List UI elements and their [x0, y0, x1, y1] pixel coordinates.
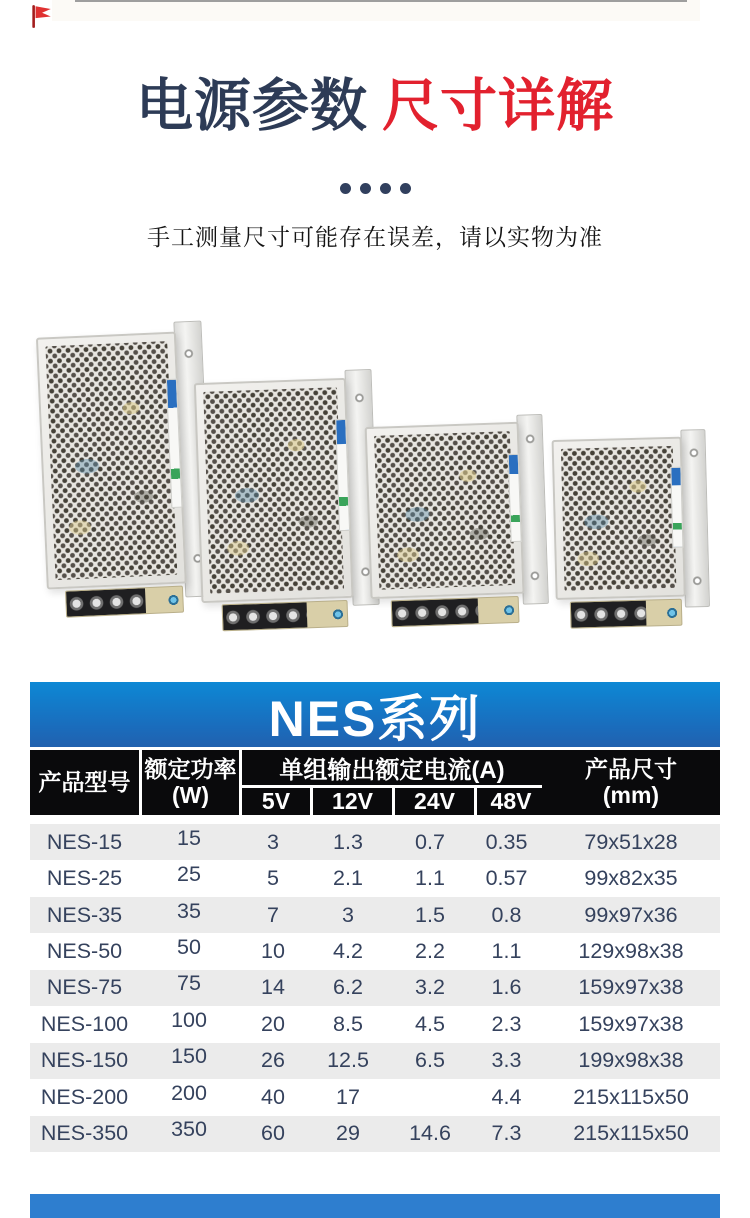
cell-size: 129x98x38 [578, 939, 684, 964]
cell-model: NES-15 [46, 829, 123, 854]
cell-model: NES-150 [40, 1048, 129, 1073]
cell-size: 215x115x50 [573, 1121, 689, 1146]
title-power-params: 电源参数 [136, 74, 368, 138]
dot [340, 183, 351, 194]
cell-a12: 6.2 [333, 975, 363, 1000]
header-12v: 12V [310, 788, 392, 815]
cell-a48: 1.1 [491, 939, 522, 964]
table-row-NES-75 [30, 970, 720, 1006]
cell-power: 100 [171, 1007, 207, 1032]
header-size-unit: (mm) [602, 781, 660, 808]
vent-grill [203, 387, 344, 594]
measurement-disclaimer: 手工测量尺寸可能存在误差，请以实物为准 [147, 224, 603, 250]
header-current-group [239, 750, 542, 815]
next-section-edge [30, 1194, 720, 1218]
product-photos [30, 300, 720, 648]
cell-a24: 1.5 [415, 902, 445, 927]
pcb-component [168, 593, 179, 607]
table-row-NES-35 [30, 897, 720, 933]
cell-a5: 14 [261, 975, 285, 1000]
table-row-NES-15 [30, 824, 720, 860]
cell-a12: 29 [336, 1121, 360, 1146]
bracket-hole [689, 448, 698, 457]
cell-a24: 0.7 [415, 829, 445, 854]
terminal-block [222, 600, 349, 631]
table-row-NES-25 [30, 860, 720, 896]
header-5v: 5V [242, 788, 310, 815]
cell-power: 35 [177, 898, 201, 923]
cell-size: 99x82x35 [584, 866, 678, 891]
cell-a5: 7 [267, 902, 279, 927]
cell-power: 15 [177, 825, 201, 850]
title-size-detail: 尺寸详解 [382, 74, 614, 138]
cell-a12: 12.5 [327, 1048, 369, 1073]
page-title [0, 74, 750, 140]
cell-a12: 3 [342, 902, 354, 927]
header-24v: 24V [392, 788, 474, 815]
cell-model: NES-50 [46, 939, 123, 964]
header-rated-power [139, 750, 239, 815]
table-row-NES-50 [30, 933, 720, 969]
header-size [542, 750, 720, 815]
dot [400, 183, 411, 194]
vent-grill [374, 431, 515, 590]
cell-model: NES-200 [40, 1084, 129, 1109]
spec-table-header [30, 750, 720, 815]
cell-size: 199x98x38 [578, 1048, 684, 1073]
side-label [508, 454, 522, 542]
cell-a48: 1.6 [491, 975, 522, 1000]
side-label [670, 467, 683, 548]
cell-a48: 3.3 [491, 1048, 522, 1073]
psu-photo-largest [36, 327, 214, 624]
psu-case [365, 422, 525, 599]
cell-size: 159x97x38 [578, 975, 684, 1000]
cell-a5: 3 [267, 829, 279, 854]
cell-a5: 26 [261, 1048, 285, 1073]
header-current-group-label: 单组输出额定电流(A) [242, 750, 542, 785]
table-row-NES-100 [30, 1006, 720, 1042]
terminal-screws [392, 598, 478, 626]
previous-section-edge [52, 0, 700, 21]
cell-a24: 4.5 [415, 1011, 445, 1036]
cell-a48: 7.3 [491, 1121, 522, 1146]
dot [380, 183, 391, 194]
terminal-block [65, 586, 184, 618]
cell-a12: 8.5 [333, 1011, 363, 1036]
cell-a5: 20 [261, 1011, 285, 1036]
bracket-hole [360, 567, 369, 576]
terminal-block [570, 599, 683, 629]
cell-a48: 2.3 [491, 1011, 522, 1036]
cell-a5: 60 [261, 1121, 285, 1146]
pcb-component [333, 607, 343, 621]
table-row-NES-150 [30, 1043, 720, 1079]
cell-a24: 1.1 [415, 866, 445, 891]
header-voltage-row [242, 788, 542, 815]
pcb-component [504, 603, 514, 617]
vent-grill [45, 341, 177, 580]
cell-a48: 0.57 [485, 866, 528, 891]
series-banner: NES系列 [30, 682, 720, 747]
bracket-hole [530, 572, 539, 581]
cell-model: NES-25 [46, 866, 123, 891]
cell-size: 159x97x38 [578, 1011, 684, 1036]
pcb-component [667, 606, 677, 620]
cell-power: 25 [177, 862, 201, 887]
terminal-screws [571, 601, 646, 628]
bracket-hole [692, 576, 701, 585]
cell-a24 [389, 1079, 471, 1115]
header-size-label: 产品尺寸 [585, 755, 677, 782]
cell-model: NES-75 [46, 975, 123, 1000]
cell-a48: 4.4 [491, 1084, 522, 1109]
cell-a12: 17 [336, 1084, 360, 1109]
cell-a24: 2.2 [415, 939, 445, 964]
psu-case [194, 378, 354, 603]
psu-case [552, 437, 686, 600]
cell-power: 200 [171, 1080, 207, 1105]
table-row-NES-200 [30, 1079, 720, 1115]
cell-a24: 14.6 [409, 1121, 451, 1146]
cell-a24: 6.5 [415, 1048, 445, 1073]
psu-photo-medium [364, 417, 549, 627]
header-48v: 48V [474, 788, 545, 815]
cell-model: NES-350 [40, 1121, 129, 1146]
bracket-hole [525, 434, 534, 443]
table-row-NES-350 [30, 1116, 720, 1152]
terminal-block [391, 596, 520, 627]
bracket-hole [354, 394, 363, 403]
terminal-screws [223, 602, 308, 630]
cell-model: NES-100 [40, 1011, 129, 1036]
terminal-screws [66, 588, 146, 616]
cell-power: 350 [171, 1117, 207, 1142]
header-rated-power-unit: (W) [171, 781, 210, 808]
header-rated-power-label: 额定功率 [144, 755, 237, 782]
dot [360, 183, 371, 194]
title-divider-dots [0, 183, 750, 194]
psu-photo-large [194, 373, 381, 629]
cell-a24: 3.2 [415, 975, 445, 1000]
cell-size: 99x97x36 [584, 902, 678, 927]
cell-a12: 2.1 [333, 866, 363, 891]
red-flag-icon [28, 3, 54, 29]
cell-size: 215x115x50 [573, 1084, 689, 1109]
cell-power: 150 [171, 1044, 207, 1069]
cell-power: 50 [177, 935, 201, 960]
psu-photo-small [551, 432, 710, 632]
bracket-hole [184, 349, 193, 358]
spec-table-rows [30, 824, 720, 1152]
cell-a5: 10 [261, 939, 285, 964]
cell-a5: 5 [267, 866, 279, 891]
header-model: 产品型号 [30, 750, 139, 815]
cell-a48: 0.8 [491, 902, 522, 927]
psu-case [36, 332, 187, 590]
cell-power: 75 [177, 971, 201, 996]
cell-a5: 40 [261, 1084, 285, 1109]
vent-grill [561, 446, 677, 591]
cell-model: NES-35 [46, 902, 123, 927]
cell-a48: 0.35 [485, 829, 528, 854]
cell-a12: 1.3 [333, 829, 363, 854]
previous-section-divider [75, 0, 687, 2]
cell-a12: 4.2 [333, 939, 363, 964]
cell-size: 79x51x28 [584, 829, 678, 854]
